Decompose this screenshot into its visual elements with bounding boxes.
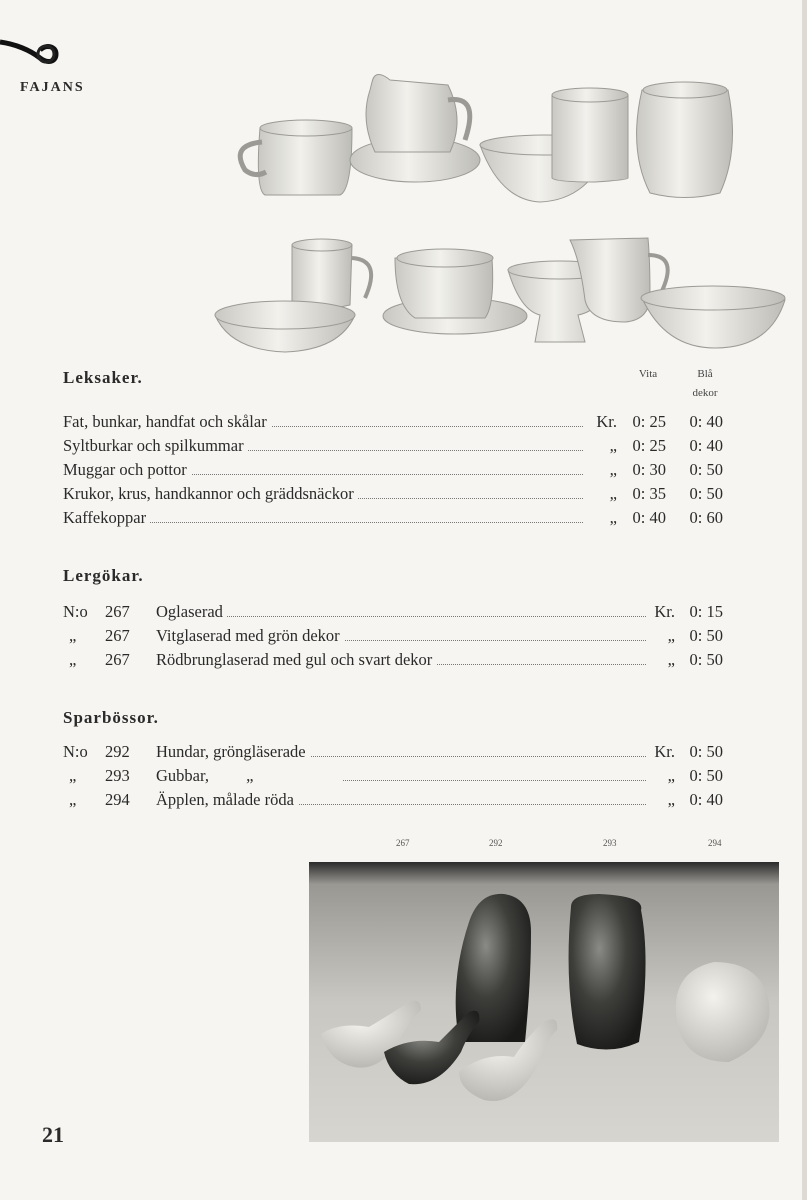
row-prefix: „: [69, 766, 77, 785]
cuckoo-row: [63, 624, 725, 648]
bank-row-label: Hundar, gröngläserade: [156, 740, 310, 764]
toys-row: [63, 434, 725, 458]
bank-row: [63, 788, 725, 812]
toys-row-currency: „: [609, 508, 617, 527]
cuckoo-row-currency: „: [667, 626, 675, 645]
article-number: 293: [105, 766, 130, 785]
bank-row-price: 0: 40: [689, 790, 723, 809]
toys-row-label: Krukor, krus, handkannor och gräddsnäckor: [63, 482, 358, 506]
photo-caption: 292: [489, 838, 503, 848]
toys-row-currency: „: [609, 484, 617, 503]
cuckoo-row-currency: „: [667, 650, 675, 669]
bank-row: [63, 740, 725, 764]
toys-row-currency: „: [609, 460, 617, 479]
toys-row-label: Fat, bunkar, handfat och skålar: [63, 410, 271, 434]
col-blue-label: Blå: [697, 368, 713, 380]
toys-heading: Leksaker.: [63, 368, 143, 387]
man-bank-shape: [569, 894, 646, 1050]
toys-row: [63, 506, 725, 530]
toys-row-label: Muggar och pottor: [63, 458, 191, 482]
toys-row: [63, 482, 725, 506]
bank-row-price: 0: 50: [689, 766, 723, 785]
toys-row-currency: „: [609, 436, 617, 455]
cuckoo-row-price: 0: 50: [689, 626, 723, 645]
bank-row-price: 0: 50: [689, 742, 723, 761]
section-label: FAJANS: [20, 80, 85, 95]
photo-caption: 293: [603, 838, 617, 848]
cuckoo-row-label: Rödbrunglaserad med gul och svart dekor: [156, 648, 436, 672]
bank-row-label: Äpplen, målade röda: [156, 788, 298, 812]
bank-row-currency: „: [667, 766, 675, 785]
bank-row-currency: Kr.: [654, 742, 675, 761]
cuckoo-row-label: Oglaserad: [156, 600, 227, 624]
toys-row-blue-price: 0: 40: [689, 436, 723, 455]
toys-row-blue-price: 0: 50: [689, 460, 723, 479]
article-number: 292: [105, 742, 130, 761]
toys-row-white-price: 0: 40: [632, 508, 666, 527]
cuckoo-row-currency: Kr.: [654, 602, 675, 621]
col-decor-label: dekor: [692, 387, 718, 399]
row-prefix: N:o: [63, 742, 88, 761]
cuckoo-row-label: Vitglaserad med grön dekor: [156, 624, 344, 648]
figurines-photo: [309, 862, 779, 1142]
row-prefix: „: [69, 626, 77, 645]
cuckoo-row: [63, 648, 725, 672]
toys-row: [63, 410, 725, 434]
article-number: 267: [105, 626, 130, 645]
toys-row-white-price: 0: 30: [632, 460, 666, 479]
toys-row-white-price: 0: 35: [632, 484, 666, 503]
bank-row-currency: „: [667, 790, 675, 809]
toys-row-blue-price: 0: 40: [689, 412, 723, 431]
cuckoo-row-price: 0: 50: [689, 650, 723, 669]
toys-row-currency: Kr.: [596, 412, 617, 431]
row-prefix: „: [69, 650, 77, 669]
toys-row: [63, 458, 725, 482]
toys-row-label: Kaffekoppar: [63, 506, 150, 530]
photo-caption: 267: [396, 838, 410, 848]
row-prefix: N:o: [63, 602, 88, 621]
bank-row: [63, 764, 725, 788]
banks-heading: Sparbössor.: [63, 708, 159, 727]
page-number: 21: [42, 1122, 64, 1147]
cuckoo-row: [63, 600, 725, 624]
photo-caption: 294: [708, 838, 722, 848]
toys-row-white-price: 0: 25: [632, 412, 666, 431]
col-white-label: Vita: [638, 368, 658, 380]
article-number: 294: [105, 790, 130, 809]
ceramics-photo: [210, 60, 790, 360]
toys-row-blue-price: 0: 50: [689, 484, 723, 503]
binding-ring: [0, 30, 60, 80]
cuckoo-row-price: 0: 15: [689, 602, 723, 621]
bank-row-label: Gubbar, „: [156, 764, 257, 788]
cuckoos-heading: Lergökar.: [63, 566, 144, 585]
toys-row-blue-price: 0: 60: [689, 508, 723, 527]
article-number: 267: [105, 650, 130, 669]
toys-row-label: Syltburkar och spilkummar: [63, 434, 248, 458]
page-edge: [802, 0, 807, 1200]
toys-row-white-price: 0: 25: [632, 436, 666, 455]
row-prefix: „: [69, 790, 77, 809]
article-number: 267: [105, 602, 130, 621]
